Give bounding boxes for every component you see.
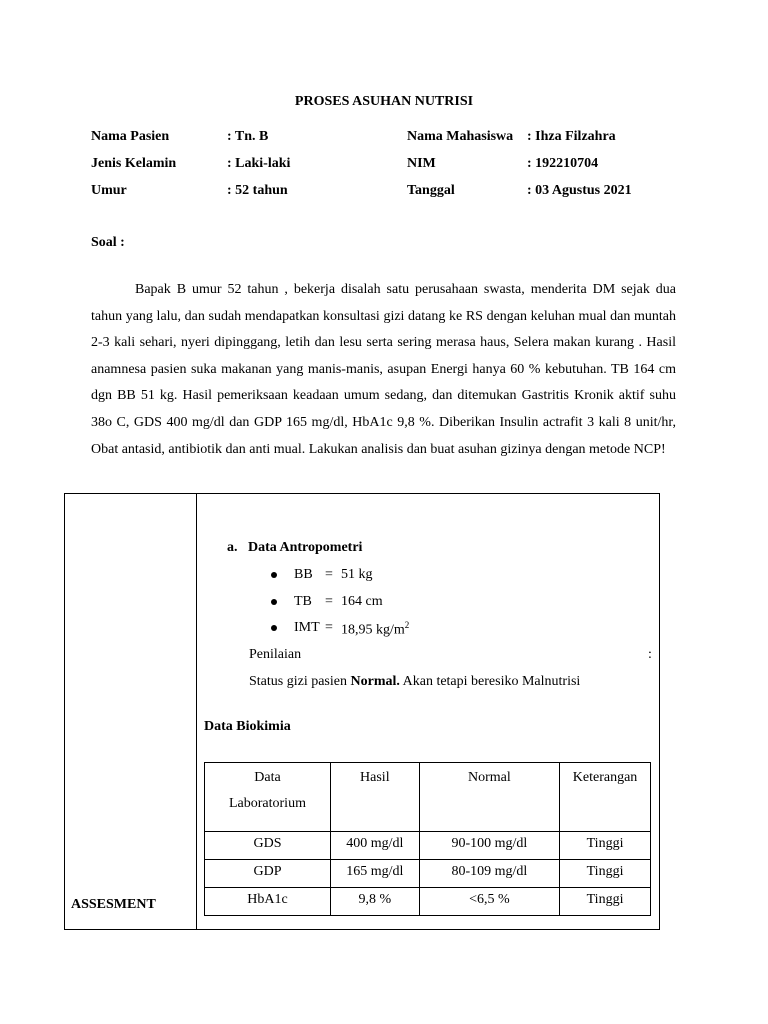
- label-jenis-kelamin: Jenis Kelamin: [91, 156, 177, 171]
- label-nim: NIM: [407, 156, 436, 171]
- status-suffix: Akan tetapi beresiko Malnutrisi: [399, 674, 581, 689]
- value-tanggal: : 03 Agustus 2021: [527, 183, 632, 198]
- penilaian-colon: :: [648, 647, 652, 662]
- table-cell: 165 mg/dl: [330, 860, 419, 888]
- table-cell: Tinggi: [560, 832, 651, 860]
- table-cell: Tinggi: [560, 888, 651, 916]
- item-eq: =: [325, 567, 333, 582]
- item-eq: =: [325, 620, 333, 635]
- soal-paragraph: Bapak B umur 52 tahun , bekerja disalah satu perusahaan swasta, menderita DM sejak dua tahun yang lalu, dan sudah mendapatkan konsultasi gizi datang ke RS dengan keluhan mual dan muntah 2-3 kali sehari, nyeri dipinggang, letih dan lesu serta sering merasa haus, Selera makan kurang . Hasil anamnesa pasien suka makanan yang manis-manis, asupan Energi hanya 60 % kebutuhan. TB 164 cm dgn BB 51 kg. Hasil pemeriksaan keadaan umum sedang, dan ditemukan Gastritis Kronik aktif suhu 38o C, GDS 400 mg/dl dan GDP 165 mg/dl, HbA1c 9,8 %. Diberikan Insulin actrafit 3 kali 8 unit/hr, Obat antasid, antibiotik dan anti mual. Lakukan analisis dan buat asuhan gizinya dengan metode NCP!: [91, 282, 676, 457]
- column-header: Hasil: [330, 763, 419, 832]
- table-cell: 9,8 %: [330, 888, 419, 916]
- value-nama-pasien: : Tn. B: [227, 129, 269, 144]
- table-cell: <6,5 %: [419, 888, 559, 916]
- label-umur: Umur: [91, 183, 127, 198]
- table-header-row: [205, 763, 651, 832]
- item-value: 18,95 kg/m: [341, 622, 405, 638]
- item-value: 164 cm: [341, 594, 383, 609]
- item-eq: =: [325, 594, 333, 609]
- item-name: TB: [294, 594, 312, 609]
- item-sup: 2: [404, 620, 410, 630]
- column-divider: [196, 493, 197, 930]
- value-jenis-kelamin: : Laki-laki: [227, 156, 291, 171]
- label-nama-mahasiswa: Nama Mahasiswa: [407, 129, 514, 144]
- item-value-wrap: [341, 620, 409, 639]
- column-header: Normal: [419, 763, 559, 832]
- biokimia-table: [204, 762, 651, 916]
- table-row: [205, 888, 651, 916]
- value-nama-mahasiswa: : Ihza Filzahra: [527, 129, 616, 144]
- bullet-icon: [271, 625, 277, 631]
- table-cell: HbA1c: [205, 888, 331, 916]
- table-cell: GDS: [205, 832, 331, 860]
- item-name: IMT: [294, 620, 320, 635]
- item-value: 51 kg: [341, 567, 373, 582]
- table-cell: 400 mg/dl: [330, 832, 419, 860]
- value-nim: : 192210704: [527, 156, 599, 171]
- column-header: Data Laboratorium: [205, 763, 331, 832]
- table-cell: GDP: [205, 860, 331, 888]
- biokimia-heading: Data Biokimia: [204, 719, 291, 734]
- table-row: [205, 860, 651, 888]
- label-tanggal: Tanggal: [407, 183, 455, 198]
- bullet-icon: [271, 572, 277, 578]
- page-title: PROSES ASUHAN NUTRISI: [294, 94, 474, 109]
- penilaian-label: Penilaian: [249, 647, 302, 662]
- antropometri-heading: a. Data Antropometri: [227, 540, 363, 555]
- soal-label: Soal :: [91, 235, 125, 250]
- table-cell: 80-109 mg/dl: [419, 860, 559, 888]
- column-header: Keterangan: [560, 763, 651, 832]
- table-cell: 90-100 mg/dl: [419, 832, 559, 860]
- bullet-icon: [271, 599, 277, 605]
- status-prefix: Status gizi pasien: [249, 674, 351, 689]
- item-name: BB: [294, 567, 313, 582]
- label-nama-pasien: Nama Pasien: [91, 129, 170, 144]
- status-gizi: [249, 674, 580, 690]
- table-row: [205, 832, 651, 860]
- table-cell: Tinggi: [560, 860, 651, 888]
- status-bold: Normal.: [350, 674, 400, 689]
- assessment-label: ASSESMENT: [71, 897, 156, 912]
- value-umur: : 52 tahun: [227, 183, 288, 198]
